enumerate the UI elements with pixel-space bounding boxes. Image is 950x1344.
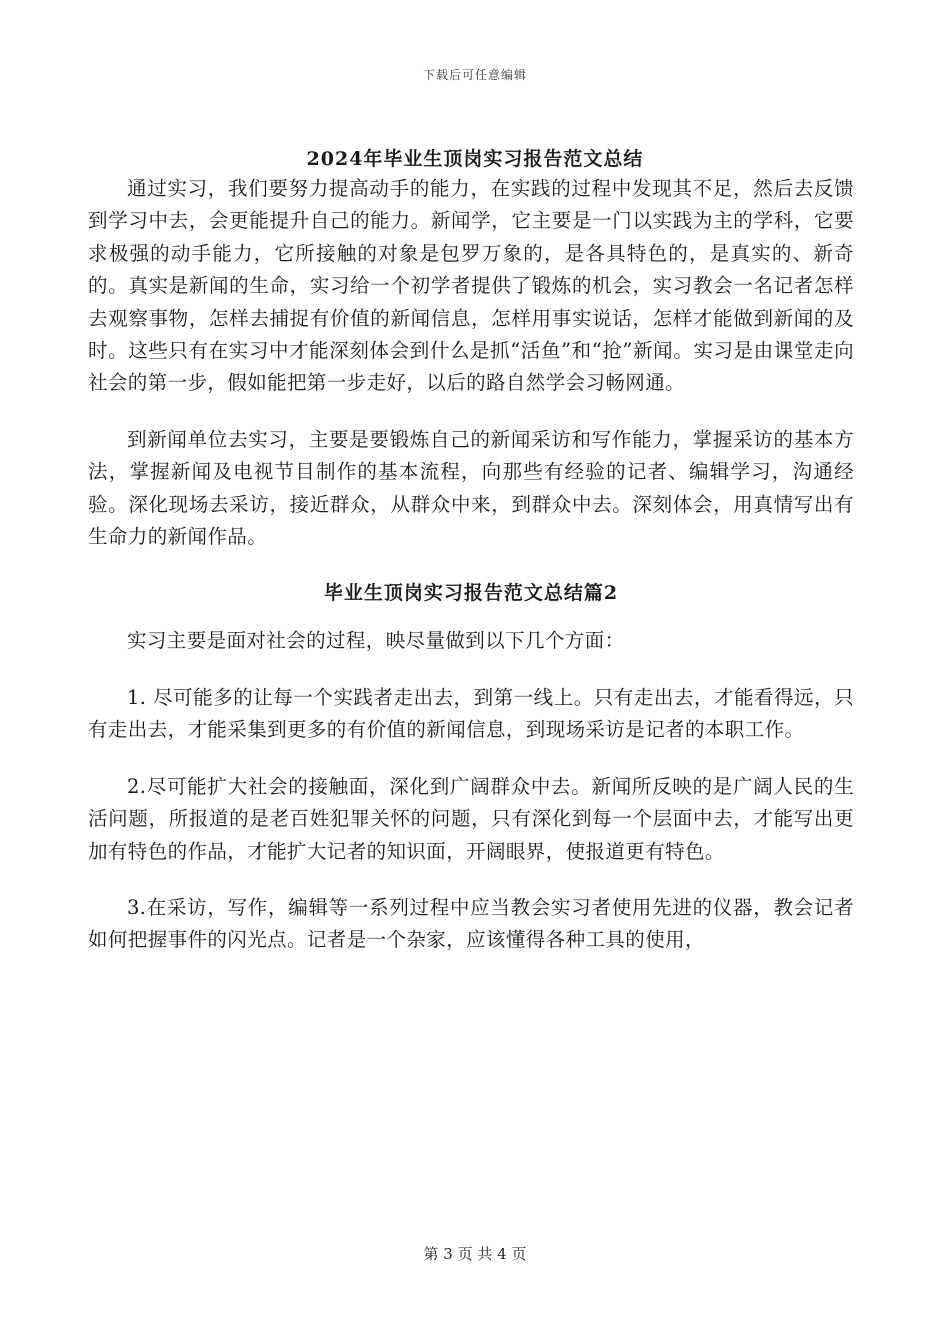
page-header: 下载后可任意编辑: [422, 68, 527, 82]
document-title: 2024年毕业生顶岗实习报告范文总结: [306, 148, 644, 170]
list-item: 3.在采访，写作，编辑等一系列过程中应当教会实习者使用先进的仪器，教会记者如何把握事件的闪光点。记者是一个杂家，应该懂得各种工具的使用，: [88, 895, 854, 952]
body-paragraph: 到新闻单位去实习，主要是要锻炼自己的新闻采访和写作能力，掌握采访的基本方法，掌握新闻及电视节目制作的基本流程，向那些有经验的记者、编辑学习，沟通经验。深化现场去采访，接近群众，从群众中来，到群众中去。深刻体会，用真情写出有生命力的新闻作品。: [88, 427, 854, 549]
body-paragraph: 通过实习，我们要努力提高动手的能力，在实践的过程中发现其不足，然后去反馈到学习中去，会更能提升自己的能力。新闻学，它主要是一门以实践为主的学科，它要求极强的动手能力，它所接触的对象是包罗万象的，是各具特色的，是真实的、新奇的。真实是新闻的生命，实习给一个初学者提供了锻炼的机会，实习教会一名记者怎样去观察事物，怎样去捕捉有价值的新闻信息，怎样用事实说话，怎样才能做到新闻的及时。这些只有在实习中才能深刻体会到什么是抓“活鱼”和“抢”新闻。实习是由课堂走向社会的第一步，假如能把第一步走好，以后的路自然学会习畅网通。: [88, 177, 854, 395]
body-paragraph: 实习主要是面对社会的过程，映尽量做到以下几个方面：: [127, 629, 625, 653]
document-body: [88, 173, 854, 981]
page-footer: 第 3 页 共 4 页: [423, 1245, 527, 1263]
section-title: 毕业生顶岗实习报告范文总结篇2: [323, 582, 619, 605]
list-item: 2.尽可能扩大社会的接触面，深化到广阔群众中去。新闻所反映的是广阔人民的生活问题，所报道的是老百姓犯罪关怀的问题，只有深化到每一个层面中去，才能写出更加有特色的作品，才能扩大记者的知识面，开阔眼界，使报道更有特色。: [88, 774, 854, 863]
list-item: 1. 尽可能多的让每一个实践者走出去，到第一线上。只有走出去，才能看得远，只有走出去，才能采集到更多的有价值的新闻信息，到现场采访是记者的本职工作。: [88, 685, 854, 742]
